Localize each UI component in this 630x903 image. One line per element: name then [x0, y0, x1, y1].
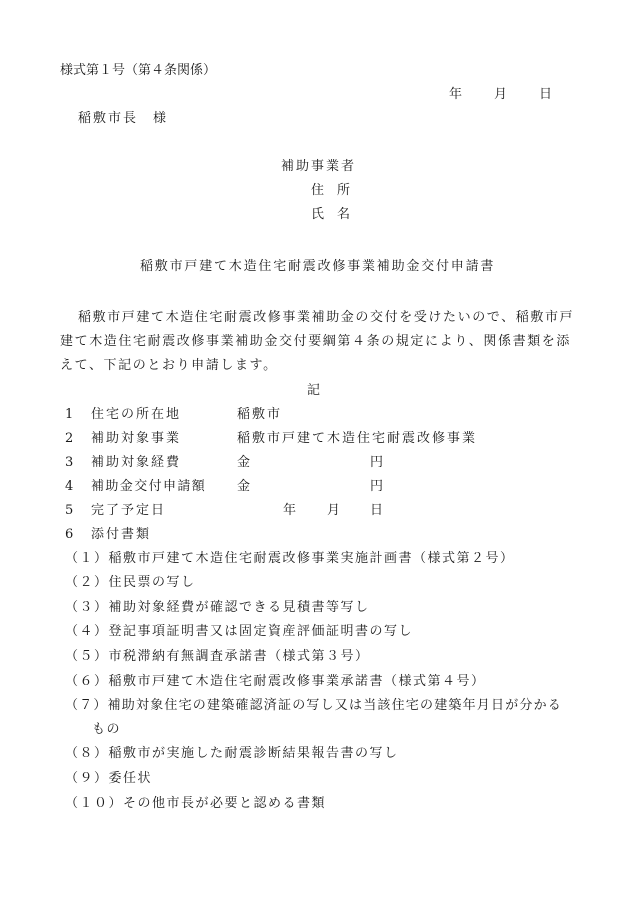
attachment-item: （３）補助対象経費が確認できる見積書等写し: [65, 600, 370, 615]
item-number: 5: [65, 503, 74, 518]
item-label: 完了予定日: [91, 503, 167, 518]
completion-day: 日: [370, 503, 384, 518]
item-number: 2: [65, 431, 74, 446]
date-month: 月: [494, 87, 508, 102]
attachment-item: （４）登記事項証明書又は固定資産評価証明書の写し: [65, 624, 414, 639]
attachment-item: （７）補助対象住宅の建築確認済証の写し又は当該住宅の建築年月日が分かる: [65, 698, 563, 713]
item-label: 補助対象経費: [91, 455, 182, 470]
item-value: 稲敷市戸建て木造住宅耐震改修事業: [237, 431, 478, 446]
addressee: 稲敷市長 様: [78, 111, 169, 126]
attachment-item-continuation: もの: [92, 722, 122, 737]
attachment-item: （２）住民票の写し: [65, 575, 196, 590]
item-number: 4: [65, 479, 74, 494]
body-line: 稲敷市戸建て木造住宅耐震改修事業補助金の交付を受けたいので、稲敷市戸: [78, 310, 575, 325]
attachment-item: （１）稲敷市戸建て木造住宅耐震改修事業実施計画書（様式第２号）: [65, 551, 515, 566]
attachment-item: （６）稲敷市戸建て木造住宅耐震改修事業承諾書（様式第４号）: [65, 674, 486, 689]
document-title: 稲敷市戸建て木造住宅耐震改修事業補助金交付申請書: [140, 259, 496, 274]
completion-year: 年: [283, 503, 297, 518]
item-number: 3: [65, 455, 74, 470]
item-number: 1: [65, 407, 74, 422]
address-label: 住 所: [311, 183, 351, 198]
attachment-item: （８）稲敷市が実施した耐震診断結果報告書の写し: [65, 746, 399, 761]
body-line: 建て木造住宅耐震改修事業補助金交付要綱第４条の規定により、関係書類を添: [60, 334, 572, 349]
item-label: 住宅の所在地: [91, 407, 182, 422]
item-value: 金: [237, 479, 253, 494]
attachment-item: （５）市税滞納有無調査承諾書（様式第３号）: [65, 649, 370, 664]
item-unit: 円: [370, 455, 384, 470]
date-year: 年: [449, 87, 463, 102]
name-label: 氏 名: [311, 207, 351, 222]
item-value: 稲敷市: [237, 407, 283, 422]
item-value: 金: [237, 455, 253, 470]
item-label: 補助金交付申請額: [91, 479, 207, 494]
completion-month: 月: [327, 503, 341, 518]
attachment-item: （９）委任状: [65, 771, 153, 786]
item-number: 6: [65, 527, 74, 542]
item-unit: 円: [370, 479, 384, 494]
ki-heading: 記: [307, 383, 321, 398]
body-line: えて、下記のとおり申請します。: [60, 358, 278, 373]
item-label: 補助対象事業: [91, 431, 182, 446]
attachment-item: （１０）その他市長が必要と認める書類: [65, 796, 327, 811]
item-label: 添付書類: [91, 527, 152, 542]
applicant-title: 補助事業者: [281, 159, 357, 174]
form-number: 様式第１号（第４条関係）: [60, 63, 217, 78]
date-day: 日: [539, 87, 553, 102]
